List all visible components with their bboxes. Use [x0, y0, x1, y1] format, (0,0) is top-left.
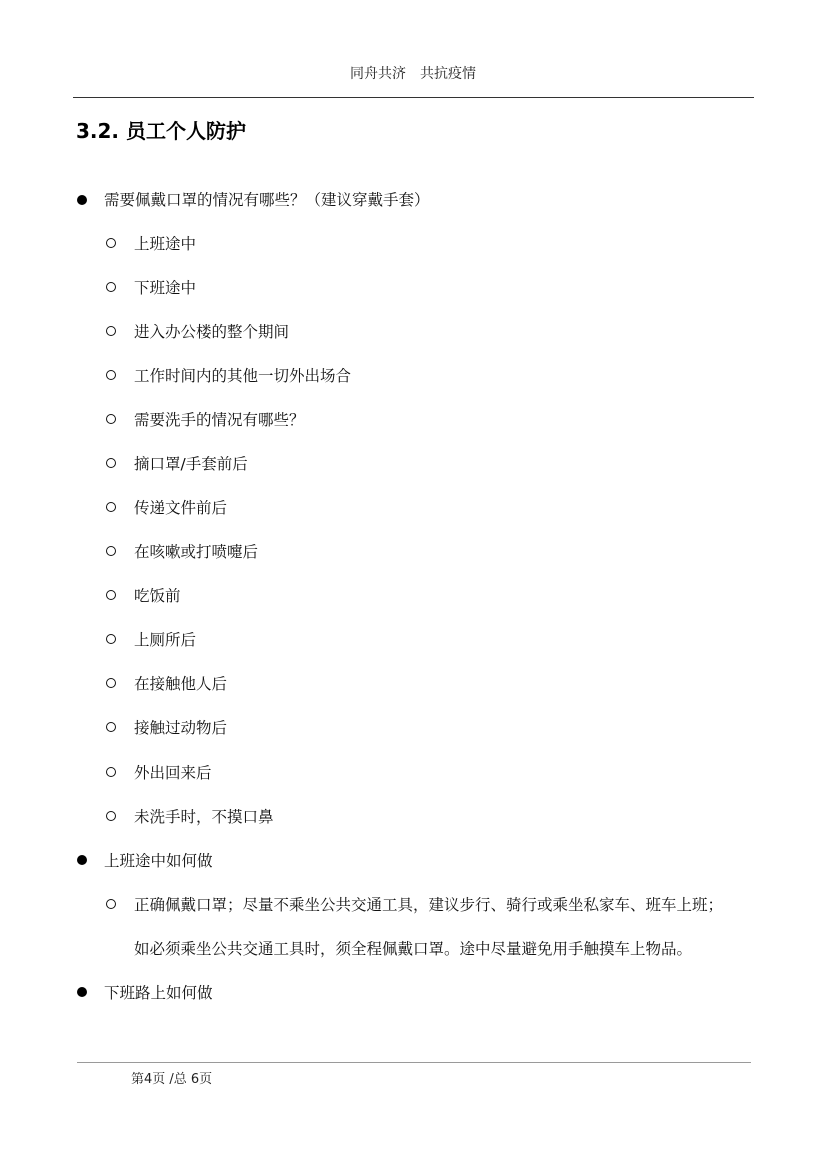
hollow-bullet-icon	[106, 282, 116, 292]
page-number: 第4页 /总 6页	[131, 1072, 213, 1087]
hollow-bullet-icon	[106, 634, 116, 644]
filled-bullet-icon	[77, 855, 87, 865]
hollow-bullet-icon	[106, 722, 116, 732]
footer-divider	[77, 1062, 751, 1063]
list-item-level2: 正确佩戴口罩；尽量不乘坐公共交通工具，建议步行、骑行或乘坐私家车、班车上班；	[134, 896, 724, 914]
hollow-bullet-icon	[106, 899, 116, 909]
hollow-bullet-icon	[106, 811, 116, 821]
hollow-bullet-icon	[106, 767, 116, 777]
list-item-level1: 上班途中如何做	[104, 852, 213, 870]
list-item-level2: 外出回来后	[134, 764, 212, 782]
list-item-level2: 在接触他人后	[134, 675, 228, 693]
list-item-level2: 下班途中	[134, 279, 197, 297]
hollow-bullet-icon	[106, 238, 116, 248]
hollow-bullet-icon	[106, 502, 116, 512]
list-item-continuation: 如必须乘坐公共交通工具时，须全程佩戴口罩。途中尽量避免用手触摸车上物品。	[134, 940, 693, 958]
section-title: 3.2. 员工个人防护	[76, 119, 246, 143]
list-item-level2: 摘口罩/手套前后	[134, 455, 248, 473]
hollow-bullet-icon	[106, 546, 116, 556]
hollow-bullet-icon	[106, 590, 116, 600]
list-item-level2: 工作时间内的其他一切外出场合	[134, 367, 352, 385]
hollow-bullet-icon	[106, 678, 116, 688]
list-item-level2: 未洗手时，不摸口鼻	[134, 808, 274, 826]
list-item-level2: 进入办公楼的整个期间	[134, 323, 290, 341]
list-item-level2: 传递文件前后	[134, 499, 228, 517]
list-item-level2: 接触过动物后	[134, 719, 228, 737]
page-header: 同舟共济 共抗疫情	[350, 66, 476, 82]
list-item-level2: 上厕所后	[134, 631, 197, 649]
hollow-bullet-icon	[106, 458, 116, 468]
list-item-level2: 需要洗手的情况有哪些？	[134, 411, 305, 429]
list-item-level1: 需要佩戴口罩的情况有哪些？（建议穿戴手套）	[104, 191, 430, 209]
filled-bullet-icon	[77, 987, 87, 997]
list-item-level2: 在咳嗽或打喷嚏后	[134, 543, 259, 561]
list-item-level1: 下班路上如何做	[104, 984, 213, 1002]
hollow-bullet-icon	[106, 326, 116, 336]
filled-bullet-icon	[77, 195, 87, 205]
list-item-level2: 吃饭前	[134, 587, 181, 605]
hollow-bullet-icon	[106, 414, 116, 424]
header-divider	[73, 97, 754, 98]
hollow-bullet-icon	[106, 370, 116, 380]
list-item-level2: 上班途中	[134, 235, 197, 253]
